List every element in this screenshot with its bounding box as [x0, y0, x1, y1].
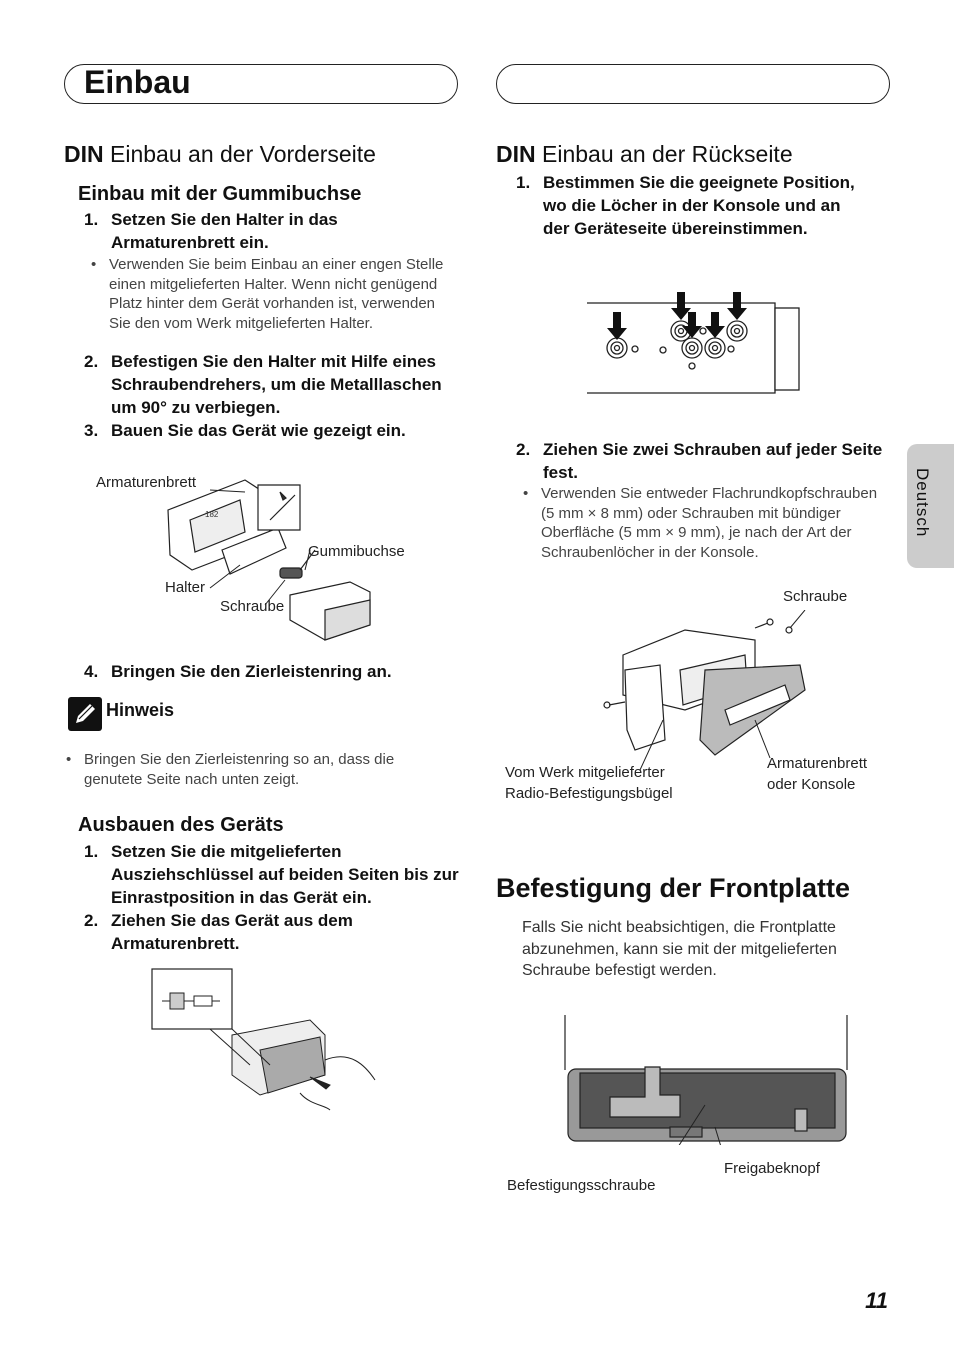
label-bushing: Gummibuchse	[308, 543, 405, 560]
rear-heading-rest: Einbau an der Rückseite	[535, 141, 793, 167]
list-item: 2. Befestigen Sie den Halter mit Hilfe eines Schraubendrehers, um die Metalllaschen um 90° zu verbiegen.	[84, 352, 442, 417]
label-screw: Schraube	[220, 598, 285, 615]
dimension-label: 182	[205, 510, 219, 519]
list-item: 4. Bringen Sie den Zierleistenring an.	[84, 662, 392, 681]
list-item: 1. Bestimmen Sie die geeignete Position, wo die Löcher in der Konsole und an der Geräteseite übereinstimmen.	[516, 173, 855, 238]
front-heading-rest: Einbau an der Vorderseite	[103, 141, 376, 167]
front-heading-lead: DIN	[64, 141, 104, 167]
steps-list-1a	[84, 208, 424, 254]
figure-bracket	[595, 610, 810, 770]
label-bracket-2: Radio-Befestigungsbügel	[505, 785, 673, 802]
front-install-heading	[64, 141, 376, 168]
frontplate-text: Falls Sie nicht beabsichtigen, die Frontplatte abzunehmen, kann sie mit der mitgelieferten Schraube befestigt werden.	[522, 919, 837, 979]
list-item: 1. Setzen Sie die mitgelieferten Ausziehschlüssel auf beiden Seiten bis zur Einrastposition in das Gerät ein.	[84, 842, 459, 907]
label-fixing-screw: Befestigungsschraube	[507, 1177, 656, 1194]
note-bullet: • Bringen Sie den Zierleistenring so an, dass die genutete Seite nach unten zeigt.	[66, 751, 395, 788]
steps-list-1c	[84, 660, 444, 683]
note-label: Hinweis	[106, 700, 175, 720]
list-item: 1. Setzen Sie den Halter in das Armaturenbrett ein.	[84, 210, 338, 252]
figure-rear-holes	[585, 288, 805, 398]
language-tab-label: Deutsch	[913, 468, 932, 538]
label-release-button: Freigabeknopf	[724, 1160, 820, 1177]
rear-step-2	[516, 438, 891, 484]
label-holder: Halter	[165, 579, 206, 596]
bullet-screw-types: • Verwenden Sie entweder Flachrundkopfschrauben (5 mm × 8 mm) oder Schrauben mit bündiger Oberfläche (5 mm × 9 mm), je nach der Art der Schraubenlöcher in der Konsole.	[523, 485, 878, 561]
steps-list-1b	[84, 350, 449, 442]
label-bracket-1: Vom Werk mitgelieferter	[505, 764, 665, 781]
steps-list-2	[84, 840, 459, 955]
label-dash-1: Armaturenbrett	[767, 755, 868, 772]
label-dash-2: oder Konsole	[767, 776, 856, 793]
list-item: 3. Bauen Sie das Gerät wie gezeigt ein.	[84, 421, 406, 440]
rubber-bushing-heading: Einbau mit der Gummibuchse	[78, 183, 362, 205]
bullet-holder-note: • Verwenden Sie beim Einbau an einer engen Stelle einen mitgelieferten Halter. Wenn nicht genügend Platz hinter dem Gerät vorhanden ist, verwenden Sie den vom Werk mitgelieferten Halter.	[91, 256, 444, 332]
removal-heading: Ausbauen des Geräts	[78, 814, 284, 836]
list-item: 2. Ziehen Sie das Gerät aus dem Armaturenbrett.	[84, 911, 353, 953]
rear-install-heading	[496, 141, 793, 168]
figure-removal	[150, 965, 390, 1115]
rear-step-1	[516, 171, 856, 240]
page-number: 11	[865, 1288, 888, 1313]
list-item: 2. Ziehen Sie zwei Schrauben auf jeder Seite fest.	[516, 440, 883, 482]
figure-frontplate	[560, 1015, 855, 1145]
label-dashboard: Armaturenbrett	[96, 474, 197, 491]
rear-heading-lead: DIN	[496, 141, 536, 167]
page-title: Einbau	[84, 64, 191, 100]
frontplate-heading: Befestigung der Frontplatte	[496, 873, 851, 903]
note-icon	[68, 697, 102, 731]
label-screw-right: Schraube	[783, 588, 848, 605]
header-right-frame	[496, 64, 890, 104]
